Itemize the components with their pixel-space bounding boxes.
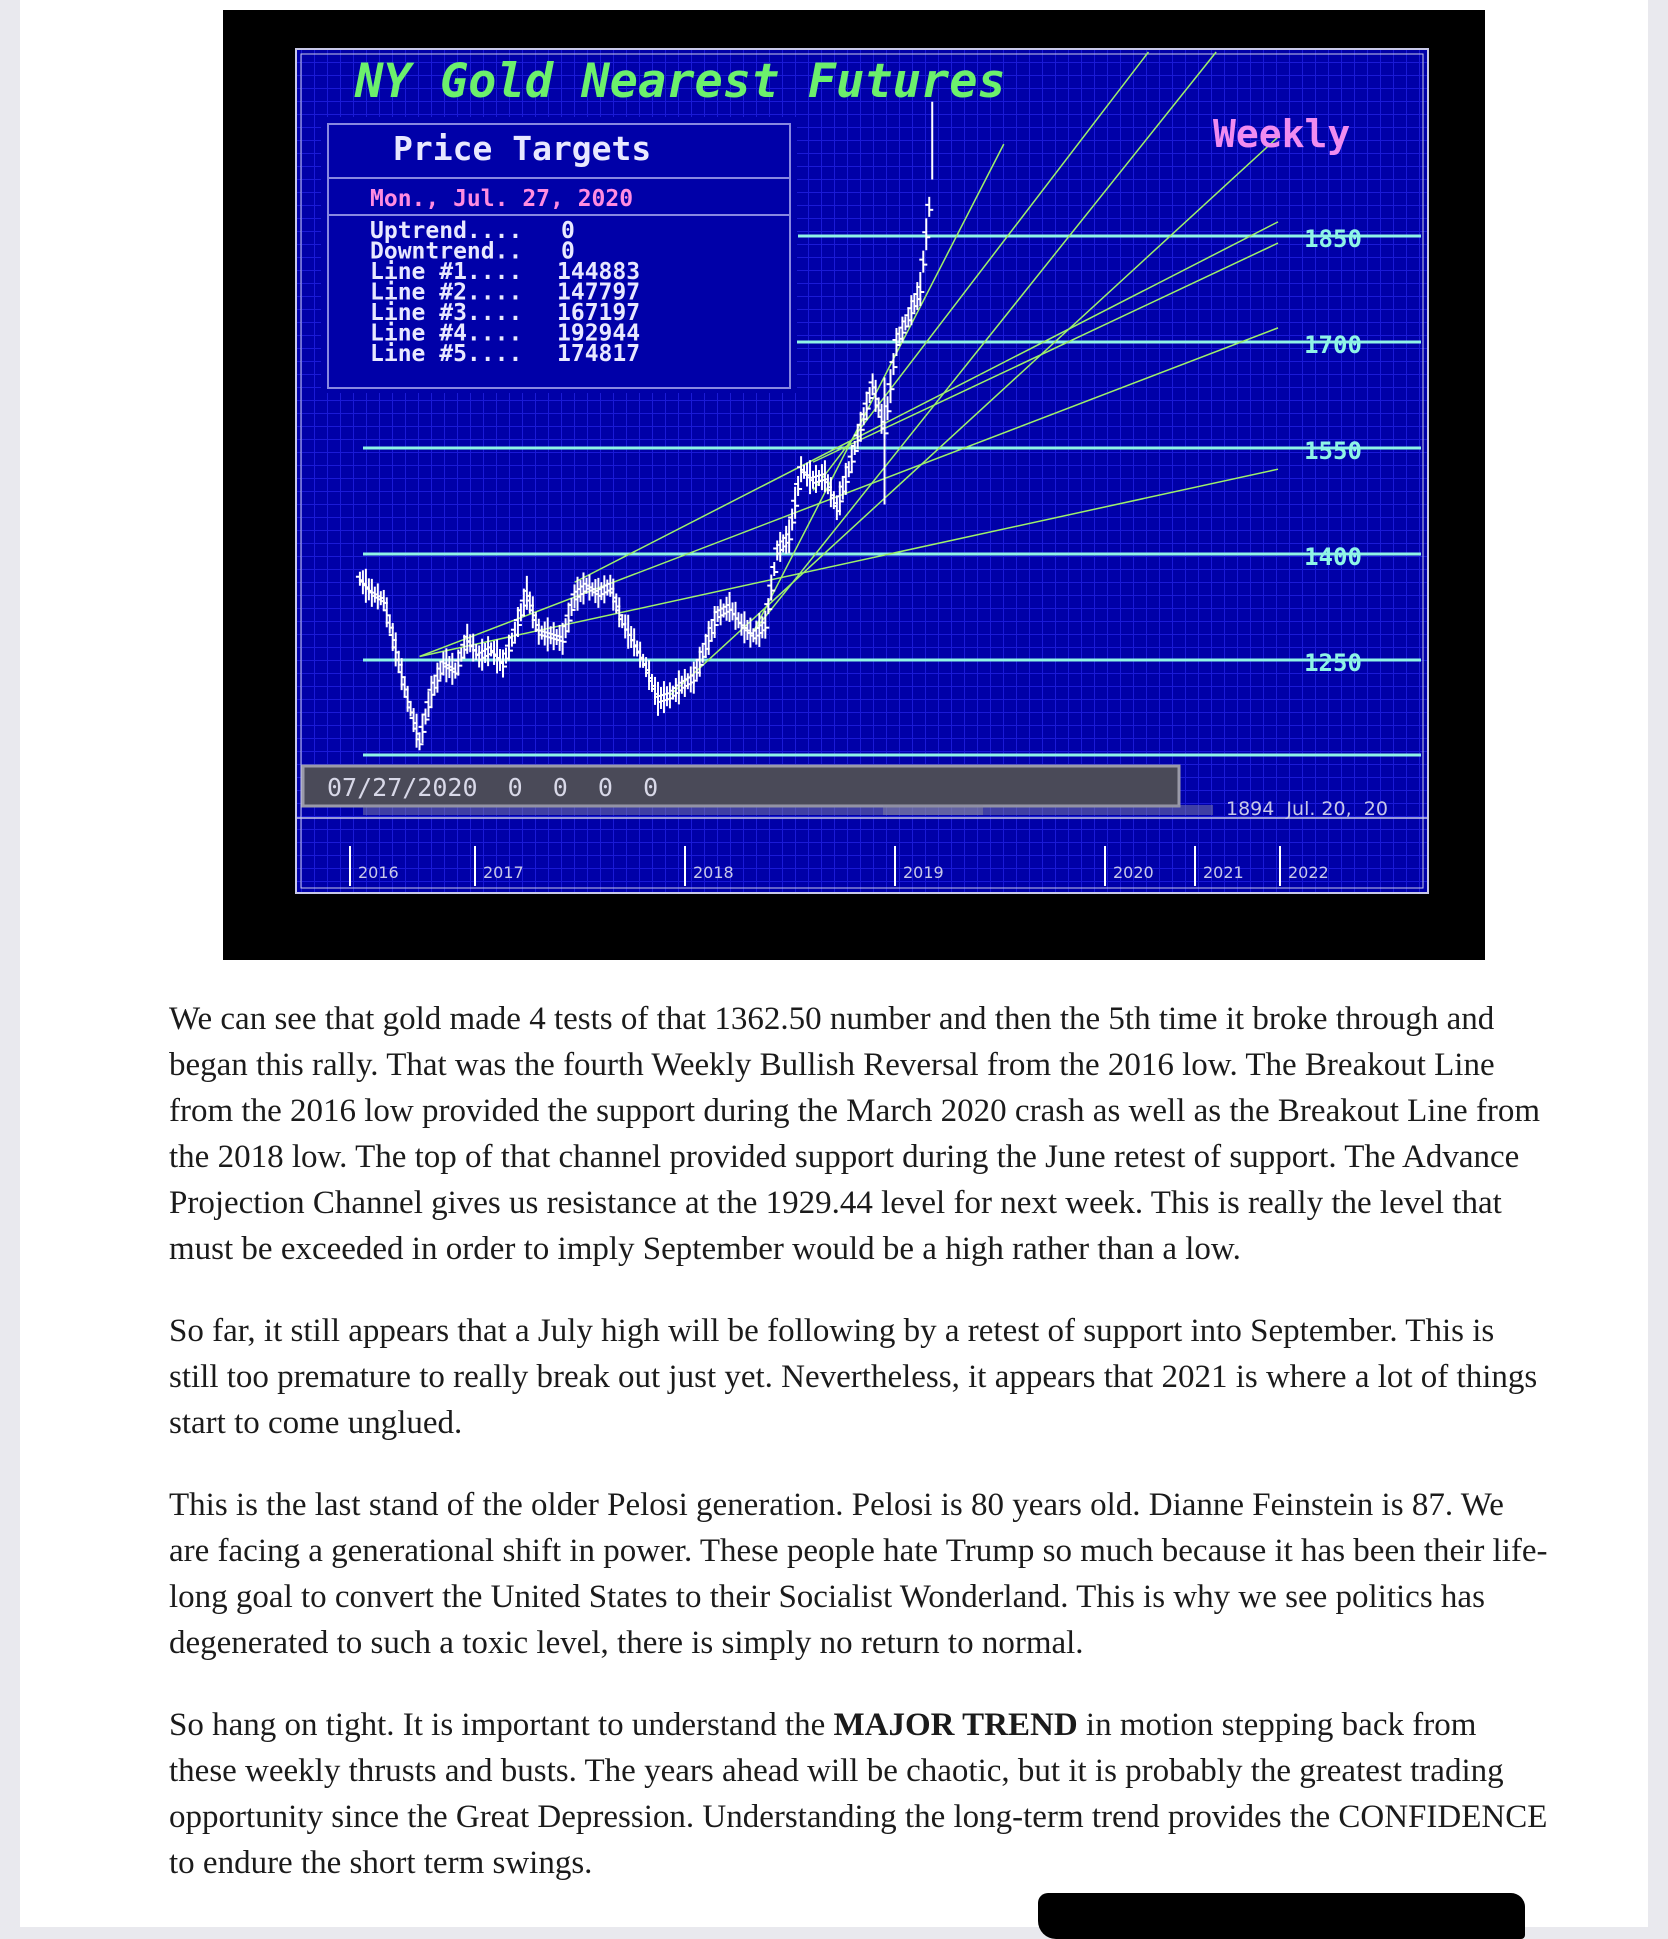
redaction-mark	[1038, 1893, 1525, 1939]
article-body	[169, 996, 1549, 1922]
panel-date: Mon., Jul. 27, 2020	[370, 186, 634, 212]
status-bar	[303, 766, 1179, 806]
major-trend-bold: MAJOR TREND	[833, 1707, 1078, 1743]
panel-row-label: Uptrend....	[370, 218, 523, 244]
panel-row-label: Line #1....	[370, 259, 523, 285]
panel-row-value: 174817	[557, 341, 641, 367]
timeframe-label: Weekly	[1213, 112, 1351, 156]
paragraph-2: So far, it still appears that a July high will be following by a retest of support into September. This is still too premature to really break out just yet. Nevertheless, it appears that 2021 is where a lot of things start to come unglued.	[169, 1313, 1538, 1441]
panel-row-label: Line #5....	[370, 341, 523, 367]
x-tick-2017: 2017	[483, 863, 524, 882]
panel-row-value: 167197	[557, 300, 641, 326]
x-tick-2020: 2020	[1113, 863, 1154, 882]
panel-row-value: 147797	[557, 279, 641, 306]
panel-heading: Price Targets	[393, 129, 652, 168]
x-tick-2021: 2021	[1203, 863, 1244, 882]
gold-chart-svg	[223, 10, 1485, 960]
chart-title: NY Gold Nearest Futures	[355, 54, 1006, 109]
article-page	[20, 0, 1648, 1927]
panel-row-value: 192944	[557, 320, 641, 347]
panel-row-value: 0	[561, 238, 575, 265]
status-bar-text: 07/27/2020 0 0 0 0	[327, 773, 659, 802]
y-tick-1700: 1700	[1304, 331, 1362, 359]
y-tick-1850: 1850	[1304, 225, 1362, 253]
gold-chart-image	[223, 10, 1485, 960]
panel-row-label: Line #4....	[370, 320, 523, 347]
price-targets-panel	[321, 117, 797, 393]
panel-row-value: 0	[561, 218, 575, 244]
chart-footer-text: 1894 Jul. 20, 20	[1226, 798, 1388, 820]
panel-row-label: Line #3....	[370, 300, 523, 326]
x-tick-2016: 2016	[358, 863, 399, 882]
paragraph-1: We can see that gold made 4 tests of that 1362.50 number and then the 5th time it broke through and began this rally. That was the fourth Weekly Bullish Reversal from the 2016 low. The Breakout Line from the 2016 low provided the support during the March 2020 crash as well as the Breakout Line from the 2018 low. The top of that channel provided support during the June retest of support. The Advance Projection Channel gives us resistance at the 1929.44 level for next week. This is really the level that must be exceeded in order to imply September would be a high rather than a low.	[169, 1001, 1540, 1267]
x-tick-2019: 2019	[903, 863, 944, 882]
y-tick-1250: 1250	[1304, 649, 1362, 677]
paragraph-4: So hang on tight. It is important to understand the MAJOR TREND in motion stepping back from these weekly thrusts and busts. The years ahead will be chaotic, but it is probably the greatest trading opportunity since the Great Depression. Understanding the long-term trend provides the CONFIDENCE to endure the short term swings.	[169, 1707, 1548, 1881]
paragraph-3: This is the last stand of the older Pelosi generation. Pelosi is 80 years old. Dianne Feinstein is 87. We are facing a generational shift in power. These people hate Trump so much because it has been their life-long goal to convert the United States to their Socialist Wonderland. This is why we see politics has degenerated to such a toxic level, there is simply no return to normal.	[169, 1487, 1548, 1661]
y-tick-1400: 1400	[1304, 543, 1362, 571]
x-tick-2018: 2018	[693, 863, 734, 882]
x-tick-2022: 2022	[1288, 863, 1329, 882]
panel-row-value: 144883	[557, 259, 641, 285]
panel-row-label: Line #2....	[370, 279, 523, 306]
y-tick-1550: 1550	[1304, 437, 1362, 465]
panel-row-label: Downtrend..	[370, 238, 523, 265]
